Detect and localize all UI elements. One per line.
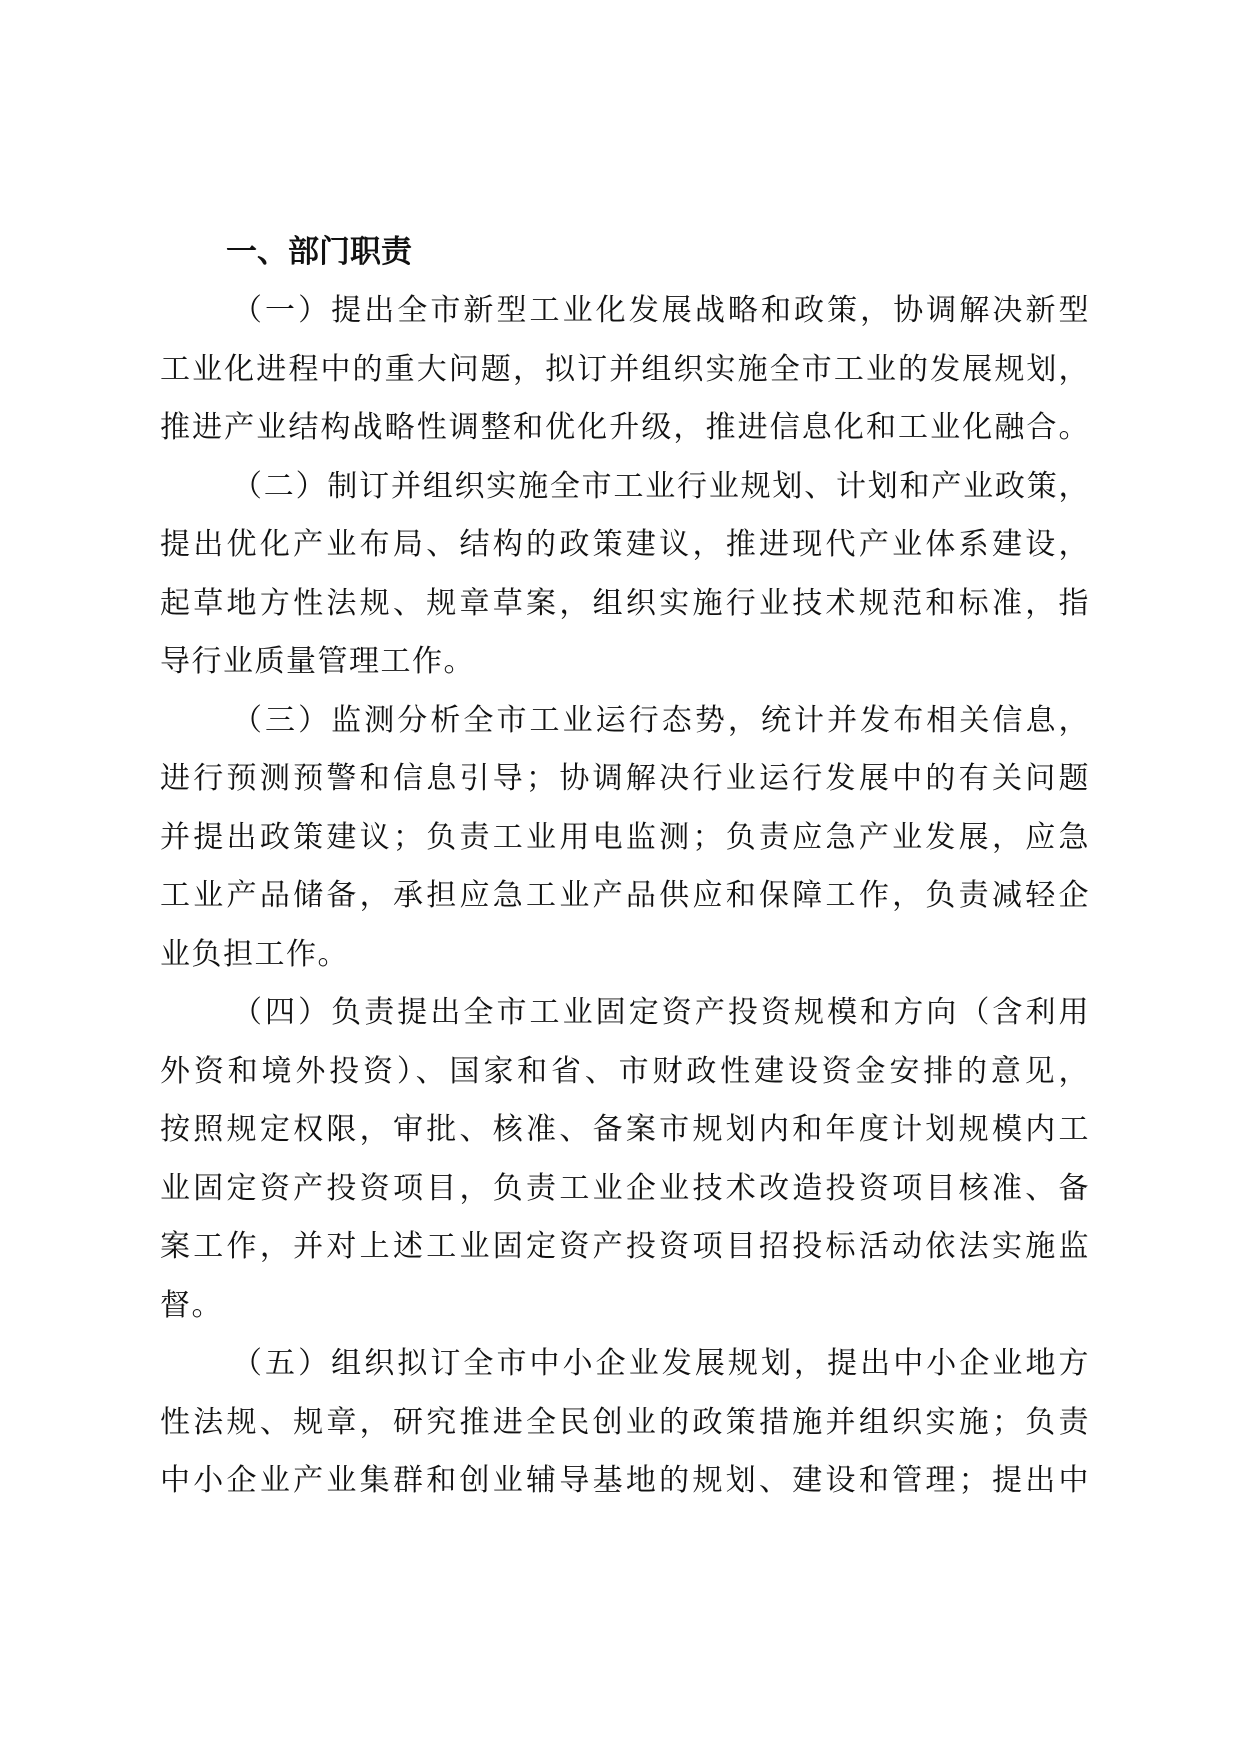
paragraph-line: 工业产品储备，承担应急工业产品供应和保障工作，负责减轻企	[160, 878, 1090, 913]
paragraph-line: 起草地方性法规、规章草案，组织实施行业技术规范和标准，指	[160, 585, 1090, 621]
paragraph-line: （四）负责提出全市工业固定资产投资规模和方向（含利用	[232, 995, 1090, 1030]
paragraph-line: 业负担工作。	[160, 936, 349, 972]
paragraph-line: （五）组织拟订全市中小企业发展规划，提出中小企业地方	[232, 1346, 1090, 1381]
paragraph-line: 外资和境外投资）、国家和省、市财政性建设资金安排的意见，	[160, 1053, 1090, 1089]
paragraph-line: （二）制订并组织实施全市工业行业规划、计划和产业政策，	[232, 468, 1090, 504]
paragraph-line: 导行业质量管理工作。	[160, 644, 475, 679]
paragraph-line: 性法规、规章，研究推进全民创业的政策措施并组织实施；负责	[160, 1404, 1090, 1440]
paragraph-3	[160, 692, 1090, 985]
paragraph-line: 中小企业产业集群和创业辅导基地的规划、建设和管理；提出中	[160, 1463, 1090, 1498]
paragraph-line: 进行预测预警和信息引导；协调解决行业运行发展中的有关问题	[160, 761, 1090, 796]
document-body	[160, 222, 1090, 1511]
paragraph-line: （三）监测分析全市工业运行态势，统计并发布相关信息，	[232, 702, 1090, 738]
paragraph-line: 并提出政策建议；负责工业用电监测；负责应急产业发展，应急	[160, 819, 1090, 855]
paragraph-line: 业固定资产投资项目，负责工业企业技术改造投资项目核准、备	[160, 1170, 1090, 1206]
paragraph-line: （一）提出全市新型工业化发展战略和政策，协调解决新型	[232, 293, 1090, 328]
paragraph-line: 案工作，并对上述工业固定资产投资项目招投标活动依法实施监	[160, 1229, 1090, 1264]
paragraph-5	[160, 1335, 1090, 1511]
section-heading: 一、部门职责	[226, 234, 412, 270]
paragraph-line: 按照规定权限，审批、核准、备案市规划内和年度计划规模内工	[160, 1112, 1090, 1147]
paragraph-line: 提出优化产业布局、结构的政策建议，推进现代产业体系建设，	[160, 527, 1090, 562]
paragraph-line: 工业化进程中的重大问题，拟订并组织实施全市工业的发展规划，	[160, 351, 1090, 387]
paragraph-line: 督。	[160, 1287, 223, 1323]
paragraph-2	[160, 458, 1090, 692]
paragraph-1	[160, 282, 1090, 458]
paragraph-4	[160, 984, 1090, 1335]
paragraph-line: 推进产业结构战略性调整和优化升级，推进信息化和工业化融合。	[160, 410, 1090, 445]
